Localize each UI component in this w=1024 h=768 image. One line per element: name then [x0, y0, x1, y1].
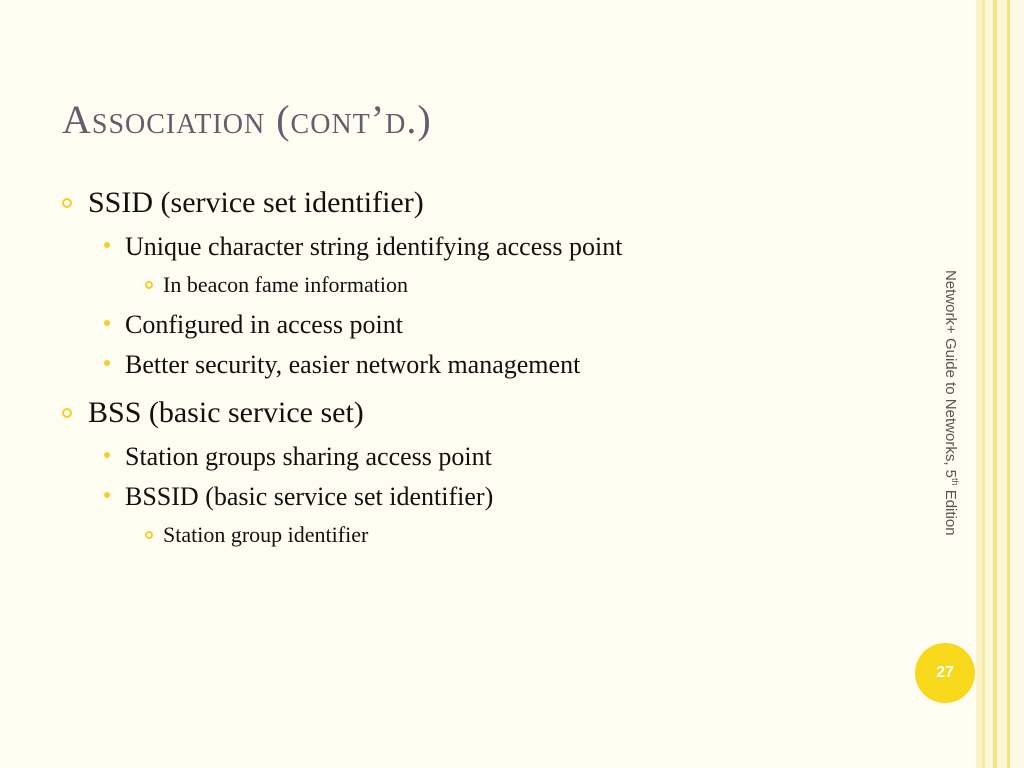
bullet-station-group-id [145, 522, 882, 560]
book-footer: Network+ Guide to Networks, 5th Edition [942, 270, 960, 536]
dot-bullet-icon [104, 360, 110, 366]
dot-bullet-icon [104, 452, 110, 458]
bullet-bssid [104, 482, 882, 522]
ring-bullet-icon [145, 531, 153, 539]
bullet-ssid [62, 186, 882, 232]
bullet-better-security [104, 350, 882, 390]
dot-bullet-icon [104, 242, 110, 248]
ring-bullet-icon [62, 198, 72, 208]
bullet-unique-string [104, 232, 882, 272]
dot-bullet-icon [104, 320, 110, 326]
bullet-text: SSID (service set identifier) [88, 186, 424, 219]
ring-bullet-icon [145, 281, 153, 289]
page-number-badge [915, 643, 975, 703]
decorative-stripes [976, 0, 1024, 768]
bullet-text: In beacon fame information [163, 272, 408, 297]
bullet-text: BSS (basic service set) [88, 396, 364, 429]
bullet-list [62, 186, 882, 560]
bullet-configured [104, 310, 882, 350]
bullet-text: Station groups sharing access point [125, 442, 492, 471]
bullet-text: BSSID (basic service set identifier) [125, 482, 494, 511]
dot-bullet-icon [104, 492, 110, 498]
page-number: 27 [936, 664, 954, 681]
bullet-station-groups [104, 442, 882, 482]
bullet-bss [62, 396, 882, 442]
bullet-text: Better security, easier network management [125, 350, 581, 379]
bullet-text: Station group identifier [163, 522, 369, 547]
bullet-beacon-frame [145, 272, 882, 310]
ring-bullet-icon [62, 408, 72, 418]
slide-title: Association (cont’d.) [62, 97, 432, 142]
bullet-text: Configured in access point [125, 310, 403, 339]
bullet-text: Unique character string identifying access point [125, 232, 623, 261]
